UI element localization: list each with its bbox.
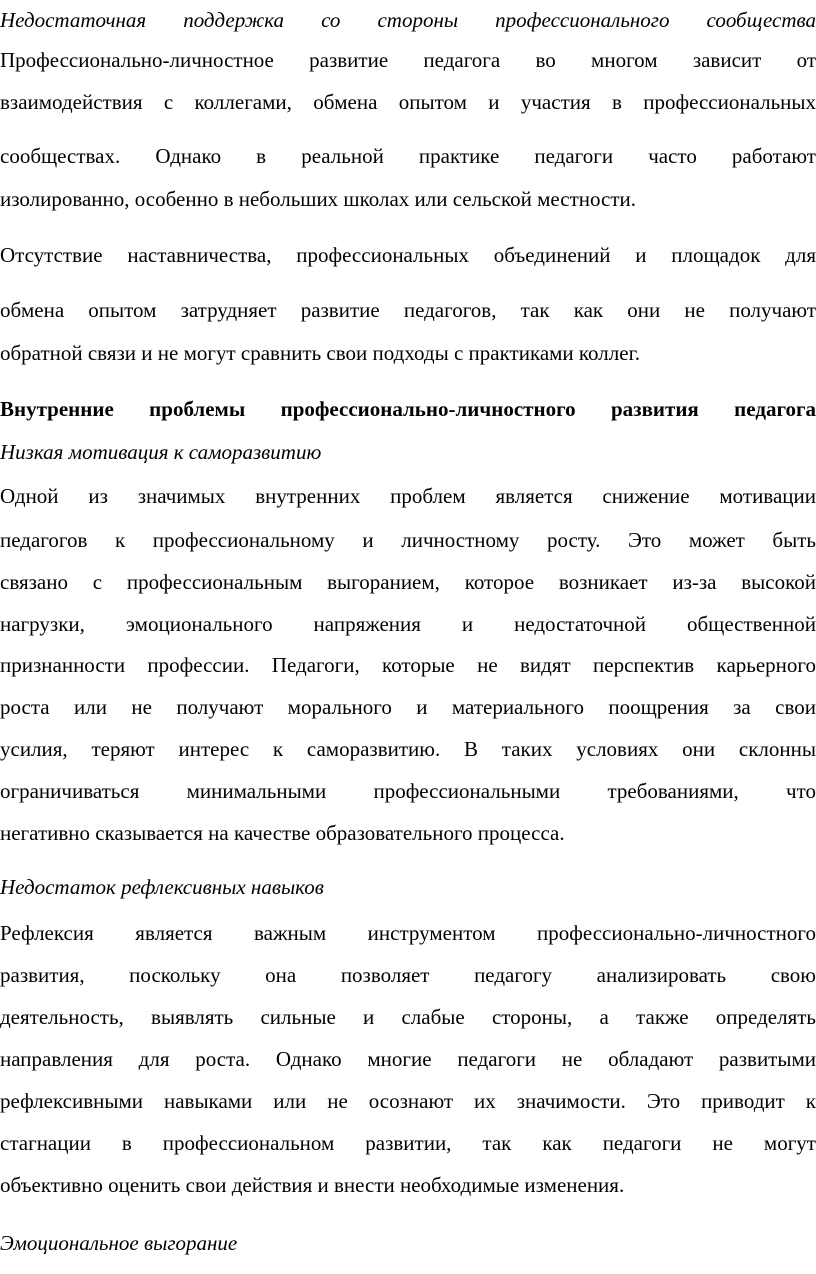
paragraph-line: обмена опытом затрудняет развитие педагогов, так как они не получают xyxy=(0,298,816,322)
paragraph-line: деятельность, выявлять сильные и слабые стороны, а также определять xyxy=(0,1005,816,1029)
paragraph-line: сообществах. Однако в реальной практике педагоги часто работают xyxy=(0,144,816,168)
paragraph-line: нагрузки, эмоционального напряжения и недостаточной общественной xyxy=(0,612,816,636)
subheading-reflexive-skills: Недостаток рефлексивных навыков xyxy=(0,875,324,899)
paragraph-line: признанности профессии. Педагоги, которые не видят перспектив карьерного xyxy=(0,653,816,677)
paragraph-line: ограничиваться минимальными профессиональными требованиями, что xyxy=(0,779,816,803)
paragraph-line: негативно сказывается на качестве образовательного процесса. xyxy=(0,821,565,845)
paragraph-line: взаимодействия с коллегами, обмена опытом и участия в профессиональных xyxy=(0,90,816,114)
paragraph-line: связано с профессиональным выгоранием, которое возникает из-за высокой xyxy=(0,570,816,594)
paragraph-line: развития, поскольку она позволяет педагогу анализировать свою xyxy=(0,963,816,987)
section-heading-internal-problems: Внутренние проблемы профессионально-личностного развития педагога xyxy=(0,397,816,421)
paragraph-line: Профессионально-личностное развитие педагога во многом зависит от xyxy=(0,48,816,72)
paragraph-line: Рефлексия является важным инструментом профессионально-личностного xyxy=(0,921,816,945)
paragraph-line: педагогов к профессиональному и личностному росту. Это может быть xyxy=(0,528,816,552)
paragraph-line: рефлексивными навыками или не осознают их значимости. Это приводит к xyxy=(0,1089,816,1113)
paragraph-line: роста или не получают морального и материального поощрения за свои xyxy=(0,695,816,719)
subheading-low-motivation: Низкая мотивация к саморазвитию xyxy=(0,440,322,464)
paragraph-line: направления для роста. Однако многие педагоги не обладают развитыми xyxy=(0,1047,816,1071)
paragraph-line: Отсутствие наставничества, профессиональных объединений и площадок для xyxy=(0,243,816,267)
paragraph-line: стагнации в профессиональном развитии, так как педагоги не могут xyxy=(0,1131,816,1155)
subheading-professional-community: Недостаточная поддержка со стороны профессионального сообщества xyxy=(0,8,816,32)
paragraph-line: Одной из значимых внутренних проблем является снижение мотивации xyxy=(0,484,816,508)
subheading-emotional-burnout: Эмоциональное выгорание xyxy=(0,1231,238,1255)
paragraph-line: объективно оценить свои действия и внести необходимые изменения. xyxy=(0,1173,625,1197)
paragraph-line: обратной связи и не могут сравнить свои подходы с практиками коллег. xyxy=(0,341,641,365)
paragraph-line: изолированно, особенно в небольших школах или сельской местности. xyxy=(0,187,636,211)
paragraph-line: усилия, теряют интерес к саморазвитию. В таких условиях они склонны xyxy=(0,737,816,761)
